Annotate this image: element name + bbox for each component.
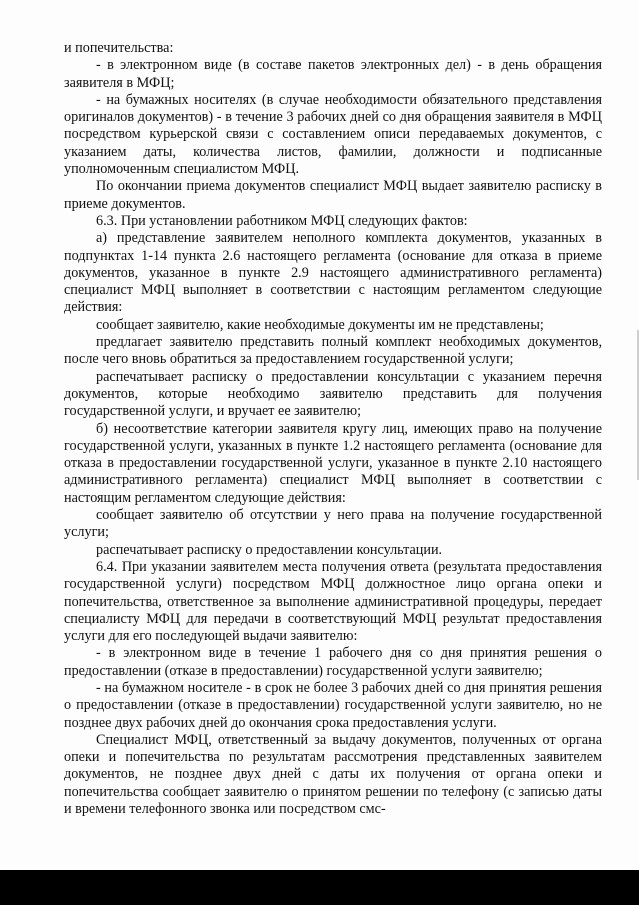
paragraph: сообщает заявителю, какие необходимые документы им не представлены; <box>96 316 544 333</box>
paragraph: распечатывает расписку о предоставлении консультации. <box>96 541 443 558</box>
paragraph: предлагает заявителю представить полный комплект необходимых документов, после чего вновь обратиться за предоставлением государственной услуги; <box>64 334 602 368</box>
paragraph: - в электронном виде (в составе пакетов электронных дел) - в день обращения заявителя в МФЦ; <box>64 57 602 91</box>
paragraph: сообщает заявителю об отсутствии у него права на получение государственной услуги; <box>64 507 602 541</box>
paragraph: а) представление заявителем неполного комплекта документов, указанных в подпунктах 1-14 пункта 2.6 настоящего регламента (основание для отказа в приеме документов, указанное в пункте 2.9 настоящего административного регламента) специалист МФЦ выполняет в соответствии с настоящим регламентом следующие действия: <box>64 230 602 316</box>
paragraph: - в электронном виде в течение 1 рабочего дня со дня принятия решения о предоставлении (отказе в предоставлении) государственной услуги заявителю; <box>64 645 602 679</box>
section-heading: 6.4. При указании заявителем места получения ответа (результата предоставления государственной услуги) посредством МФЦ должностное лицо органа опеки и попечительства, ответственное за выполнение административной процедуры, передает специалисту МФЦ для передачи в соответствующий МФЦ результат предоставления услуги для его последующей выдачи заявителю: <box>64 558 602 645</box>
paragraph: По окончании приема документов специалист МФЦ выдает заявителю расписку в приеме документов. <box>64 178 602 212</box>
scan-border-bottom <box>0 870 639 905</box>
section-heading: 6.3. При установлении работником МФЦ следующих фактов: <box>96 212 468 229</box>
paragraph: - на бумажном носителе - в срок не более 3 рабочих дней со дня принятия решения о предоставлении (отказе в предоставлении) государственной услуги заявителю, но не позднее двух рабочих дней до окончания срока предоставления услуги. <box>64 679 602 731</box>
paragraph: распечатывает расписку о предоставлении консультации с указанием перечня документов, которые необходимо заявителю представить для получения государственной услуги, и вручает ее заявителю; <box>64 368 602 420</box>
paragraph: - на бумажных носителях (в случае необходимости обязательного представления оригиналов документов) - в течение 3 рабочих дней со дня обращения заявителя в МФЦ посредством курьерской связи с составлением описи передаваемых документов, с указанием даты, количества листов, фамилии, должности и подписанные уполномоченным специалистом МФЦ. <box>64 91 602 178</box>
document-body <box>64 40 602 818</box>
paragraph: Специалист МФЦ, ответственный за выдачу документов, полученных от органа опеки и попечительства по результатам рассмотрения представленных заявителем документов, не позднее двух дней с даты их получения от органа опеки и попечительства сообщает заявителю о принятом решении по телефону (с записью даты и времени телефонного звонка или посредством смс- <box>64 731 602 818</box>
paragraph: б) несоответствие категории заявителя кругу лиц, имеющих право на получение государственной услуги, указанных в пункте 1.2 настоящего регламента (основание для отказа в предоставлении государственной услуги, указанное в пункте 2.10 настоящего административного регламента) специалист МФЦ выполняет в соответствии с настоящим регламентом следующие действия: <box>64 420 602 506</box>
paragraph: и попечительства: <box>64 40 174 56</box>
